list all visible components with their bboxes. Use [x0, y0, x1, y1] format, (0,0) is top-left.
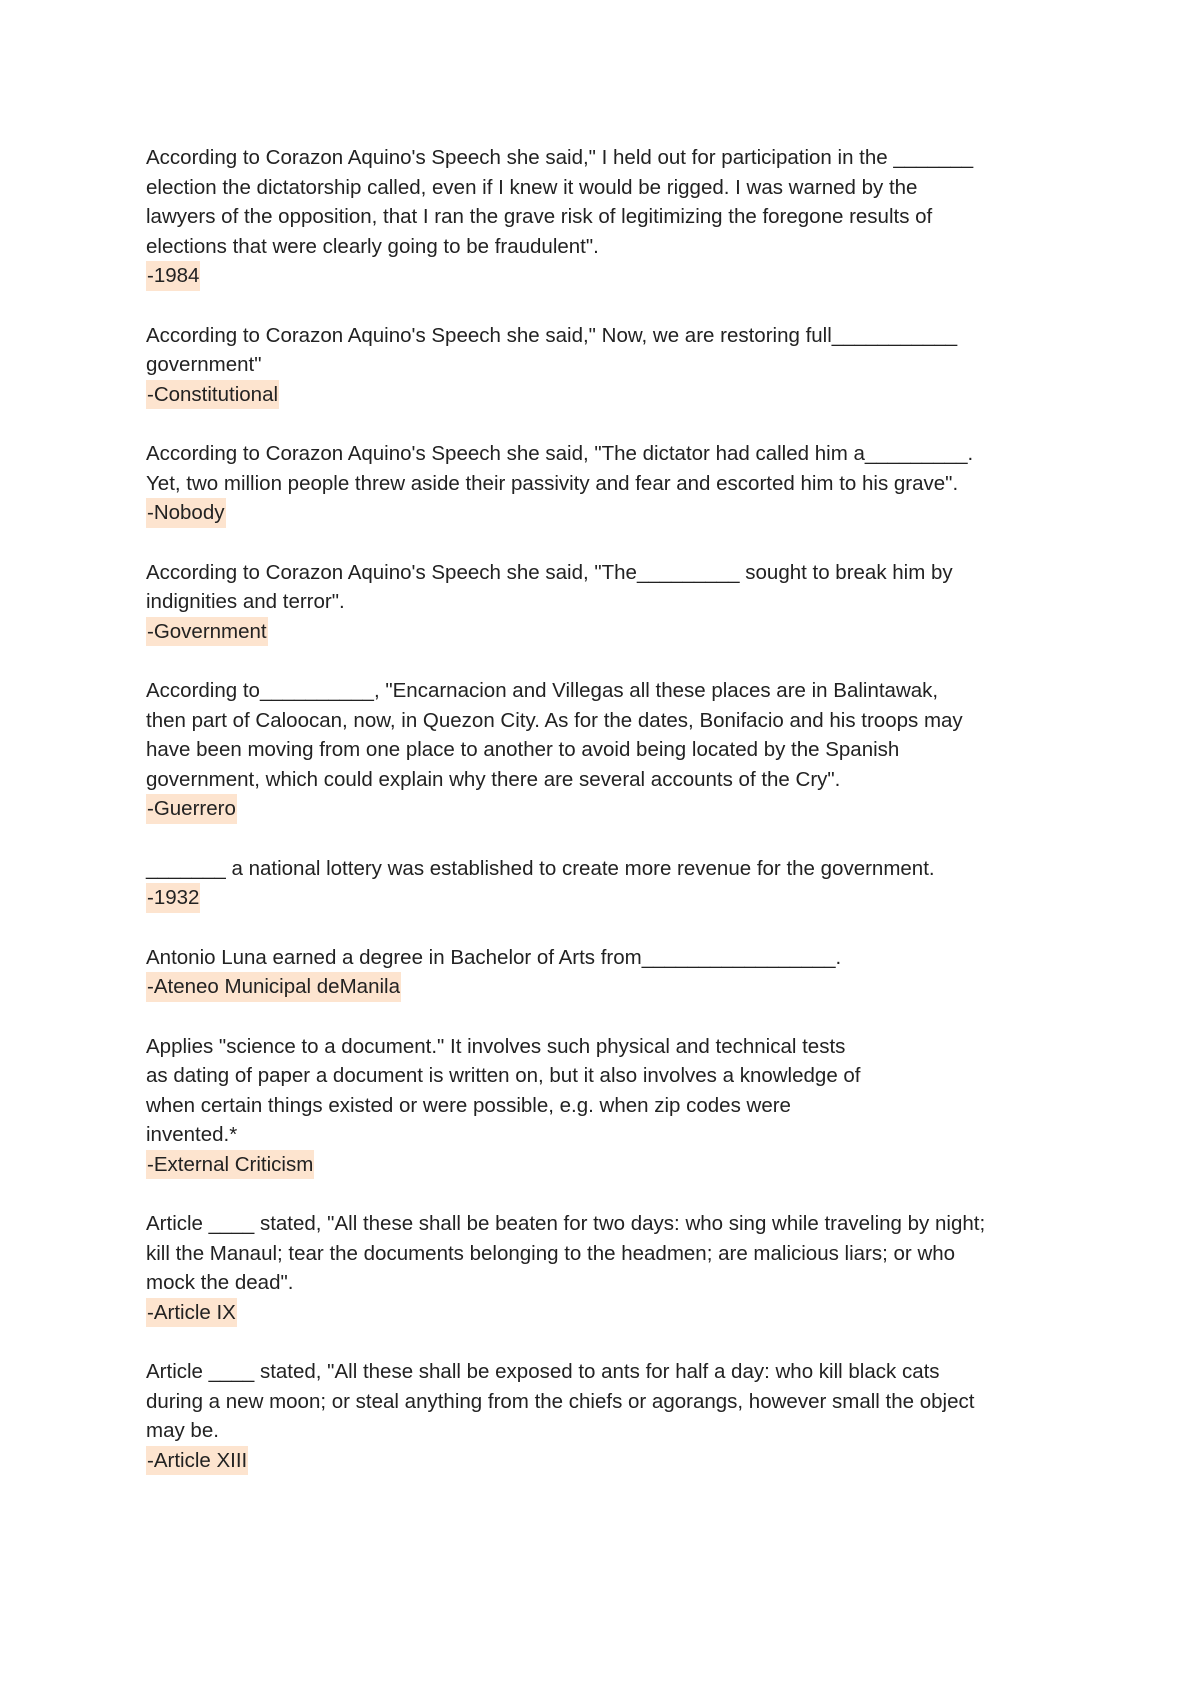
question-line: government, which could explain why there are several accounts of the Cry".	[146, 767, 841, 791]
qa-item-4	[146, 558, 1066, 647]
answer-highlight: -External Criticism	[146, 1150, 314, 1180]
question-line: mock the dead".	[146, 1271, 294, 1294]
qa-item-8	[146, 1032, 1066, 1180]
question-line: Applies "science to a document." It involves such physical and technical tests	[146, 1034, 846, 1058]
answer-highlight: -Government	[146, 617, 268, 647]
question-text	[146, 1357, 1066, 1446]
question-line: Article ____ stated, "All these shall be exposed to ants for half a day: who kill black cats	[146, 1360, 940, 1383]
answer-highlight: -1932	[146, 883, 200, 913]
document-content	[146, 143, 1066, 1505]
question-text	[146, 143, 1066, 261]
qa-item-9	[146, 1209, 1066, 1327]
question-line: may be.	[146, 1419, 219, 1442]
qa-item-6	[146, 854, 1066, 913]
question-line: According to Corazon Aquino's Speech she said," Now, we are restoring full___________	[146, 323, 958, 347]
question-line: then part of Caloocan, now, in Quezon City. As for the dates, Bonifacio and his troops may	[146, 708, 963, 732]
question-line: kill the Manaul; tear the documents belonging to the headmen; are malicious liars; or who	[146, 1241, 956, 1265]
qa-item-3	[146, 439, 1066, 528]
answer-highlight: -Guerrero	[146, 794, 237, 824]
answer-highlight: -1984	[146, 261, 200, 291]
question-text	[146, 1032, 1066, 1150]
question-text	[146, 676, 1066, 794]
question-line: elections that were clearly going to be fraudulent".	[146, 234, 599, 258]
qa-item-2	[146, 321, 1066, 410]
question-line: Antonio Luna earned a degree in Bachelor of Arts from_________________.	[146, 945, 842, 969]
question-line: invented.*	[146, 1123, 238, 1146]
answer-highlight: -Article XIII	[146, 1446, 248, 1476]
question-line: government"	[146, 353, 262, 376]
question-text	[146, 321, 1066, 380]
question-line: According to Corazon Aquino's Speech she said, "The_________ sought to break him by	[146, 560, 953, 584]
qa-item-7	[146, 943, 1066, 1002]
question-line: when certain things existed or were possible, e.g. when zip codes were	[146, 1093, 791, 1117]
question-line: According to Corazon Aquino's Speech she said," I held out for participation in the _______	[146, 146, 974, 169]
question-text	[146, 1209, 1066, 1298]
question-line: have been moving from one place to another to avoid being located by the Spanish	[146, 738, 900, 761]
question-text	[146, 439, 1066, 498]
answer-highlight: -Constitutional	[146, 380, 279, 410]
question-line: indignities and terror".	[146, 590, 345, 613]
question-line: during a new moon; or steal anything from the chiefs or agorangs, however small the object	[146, 1389, 975, 1413]
question-line: Article ____ stated, "All these shall be beaten for two days: who sing while traveling by night;	[146, 1212, 986, 1235]
question-line: Yet, two million people threw aside their passivity and fear and escorted him to his grave".	[146, 471, 959, 495]
question-line: election the dictatorship called, even if I knew it would be rigged. I was warned by the	[146, 175, 918, 199]
question-line: According to Corazon Aquino's Speech she said, "The dictator had called him a_________.	[146, 442, 974, 465]
answer-highlight: -Article IX	[146, 1298, 237, 1328]
question-text	[146, 943, 1066, 973]
qa-item-1	[146, 143, 1066, 291]
qa-item-10	[146, 1357, 1066, 1475]
qa-item-5	[146, 676, 1066, 824]
question-line: _______ a national lottery was established to create more revenue for the government.	[146, 856, 935, 880]
question-text	[146, 854, 1066, 884]
answer-highlight: -Nobody	[146, 498, 226, 528]
question-line: as dating of paper a document is written on, but it also involves a knowledge of	[146, 1064, 861, 1087]
answer-highlight: -Ateneo Municipal deManila	[146, 972, 401, 1002]
question-line: According to__________, "Encarnacion and Villegas all these places are in Balintawak,	[146, 679, 939, 702]
question-text	[146, 558, 1066, 617]
question-line: lawyers of the opposition, that I ran the grave risk of legitimizing the foregone results of	[146, 205, 933, 228]
